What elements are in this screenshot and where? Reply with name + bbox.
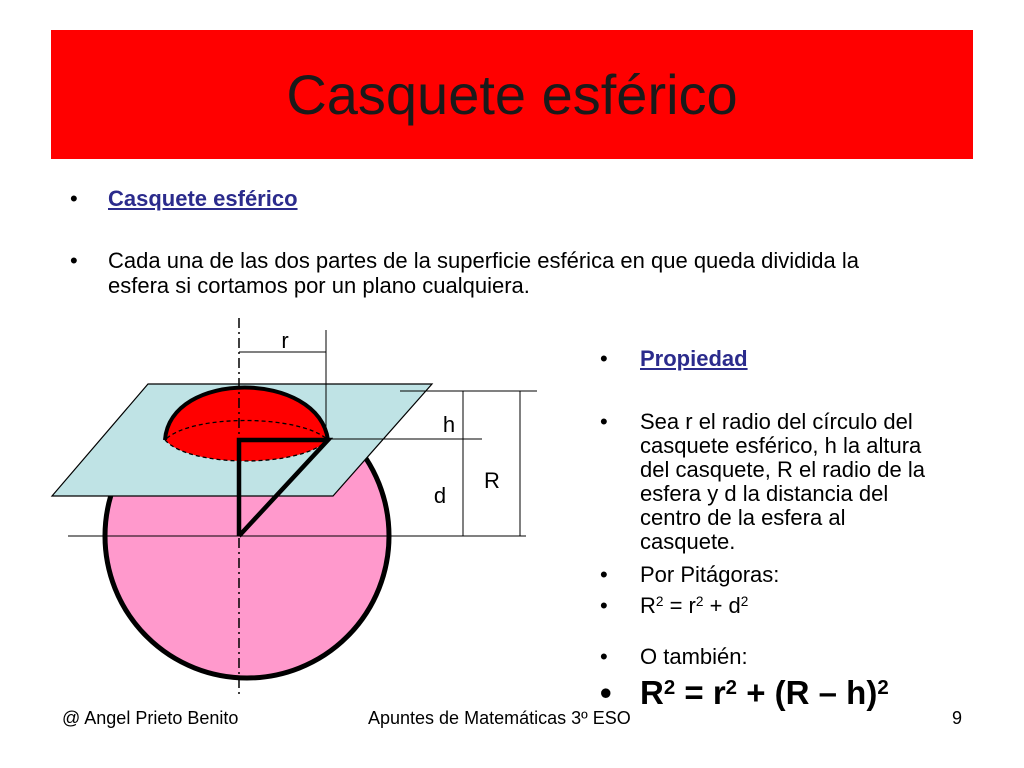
sphere-diagram (0, 310, 560, 700)
bullet-formula2 (600, 675, 980, 713)
heading-link[interactable]: Casquete esférico (108, 186, 298, 211)
bullet-propiedad (600, 347, 960, 373)
footer-course: Apuntes de Matemáticas 3º ESO (368, 708, 631, 728)
bullet-dot: • (70, 186, 78, 211)
label-r: r (281, 328, 289, 353)
pitagoras-text: Por Pitágoras: (640, 562, 780, 587)
formula-2: $R^2 = r^2 + (R - h)^2$ (640, 674, 889, 711)
definition-text: Cada una de las dos partes de la superficie esférica en que queda dividida la esfera si cortamos por un plano cualquiera. (108, 248, 859, 298)
bullet-formula1 (600, 594, 960, 622)
bullet-heading (70, 186, 930, 212)
slide-title: Casquete esférico (286, 63, 738, 126)
bullet-tambien (600, 645, 960, 671)
formula-1: $R^2 = r^2 + d^2$ (640, 593, 749, 618)
label-h: h (442, 412, 456, 437)
bullet-dot: • (600, 409, 608, 434)
label-R: R (484, 468, 500, 493)
bullet-dot: • (600, 346, 608, 371)
bullet-pitagoras (600, 563, 960, 589)
bullet-dot: • (600, 593, 608, 618)
footer-author: @ Angel Prieto Benito (62, 708, 239, 728)
bullet-dot: • (600, 674, 612, 711)
page-number: 9 (952, 708, 963, 728)
description-text: Sea r el radio del círculo del casquete esférico, h la altura del casquete, R el radio de la esfera y d la distancia del centro de la esfera al casquete. (640, 409, 925, 554)
bullet-description (600, 410, 960, 556)
propiedad-link[interactable]: Propiedad (640, 346, 748, 371)
bullet-dot: • (600, 644, 608, 669)
bullet-dot: • (600, 562, 608, 587)
tambien-text: O también: (640, 644, 748, 669)
label-d: d (433, 483, 447, 508)
title-bar (51, 30, 973, 159)
bullet-dot: • (70, 248, 78, 273)
bullet-definition (70, 248, 930, 300)
